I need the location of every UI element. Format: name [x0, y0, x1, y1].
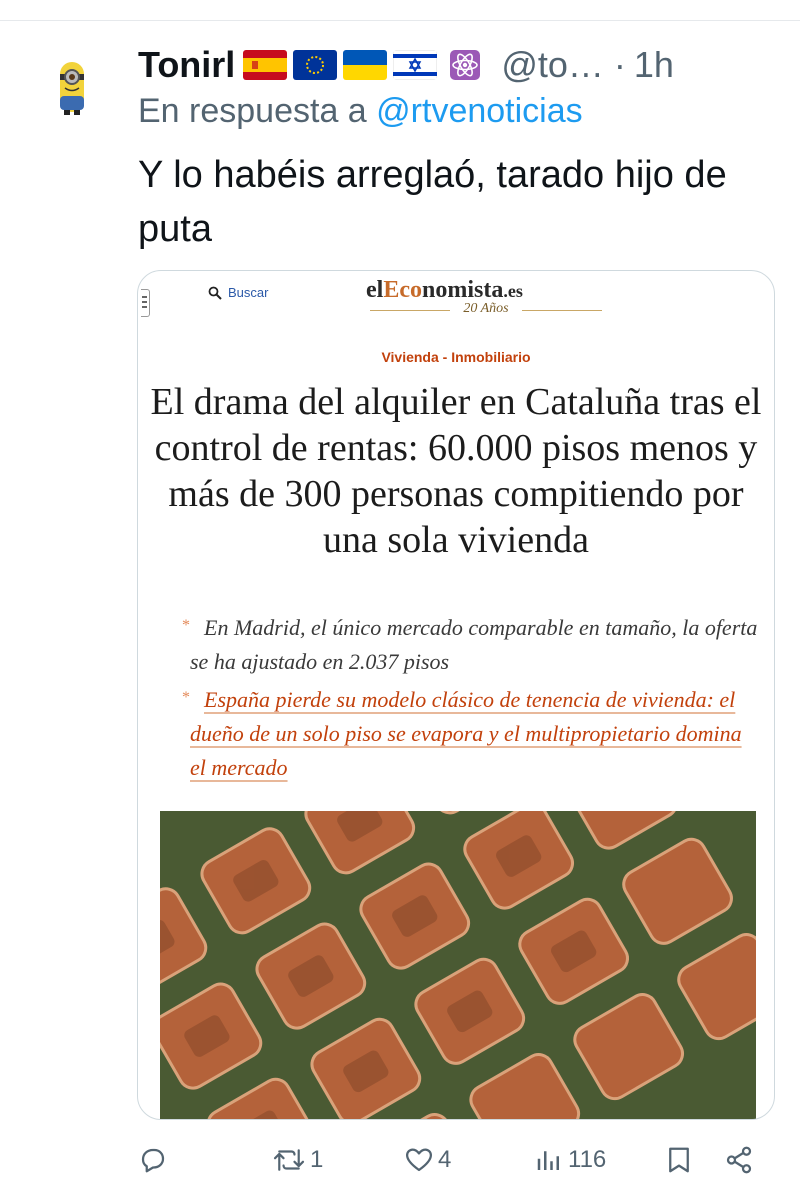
search-label: Buscar [228, 285, 269, 300]
attached-image-card[interactable] [137, 270, 775, 1120]
reply-prefix: En respuesta a [138, 92, 367, 130]
atom-icon [443, 50, 487, 80]
like-count: 4 [438, 1146, 452, 1173]
city-blocks-image [160, 811, 756, 1119]
like-button[interactable] [404, 1136, 451, 1184]
timestamp[interactable]: 1h [633, 44, 674, 85]
display-name[interactable]: Tonirl [138, 44, 236, 85]
article-headline: El drama del alquiler en Cataluña tras el control de rentas: 60.000 pisos menos y más de 300 personas compitiendo por una sola vivienda [150, 381, 762, 561]
bullet-marker: * [182, 617, 190, 634]
bullet-marker: * [182, 689, 190, 706]
user-handle[interactable]: @to… [501, 44, 604, 85]
logo-accent: Eco [383, 277, 422, 303]
retweet-icon [272, 1145, 306, 1175]
bookmark-icon [664, 1145, 694, 1175]
logo-suffix: nomista [422, 277, 504, 303]
anniversary-label: 20 Años [366, 301, 606, 317]
avatar[interactable] [40, 56, 104, 120]
spain-flag-icon [243, 50, 287, 80]
tweet-header [138, 40, 778, 90]
search-field [208, 285, 268, 300]
reply-context [138, 92, 583, 131]
menu-icon [141, 289, 150, 317]
bullet-text: España pierde su modelo clásico de tenencia de vivienda: el dueño de un solo piso se evapora y el multipropietario domina el mercado [190, 687, 742, 780]
bullet-item-link [182, 683, 758, 785]
article-bullets [182, 611, 758, 789]
views-count: 116 [568, 1146, 607, 1173]
reply-mention-link[interactable]: @rtvenoticias [376, 92, 583, 130]
retweet-count: 1 [310, 1146, 324, 1173]
site-logo [366, 277, 523, 304]
bookmark-button[interactable] [664, 1136, 694, 1184]
share-button[interactable] [724, 1136, 754, 1184]
israel-flag-icon [393, 50, 437, 80]
tweet-actions [0, 1136, 800, 1184]
heart-icon [404, 1145, 434, 1175]
views-button[interactable] [534, 1136, 606, 1184]
bullet-text: En Madrid, el único mercado comparable en tamaño, la oferta se ha ajustado en 2.037 pisos [190, 615, 758, 674]
share-icon [724, 1145, 754, 1175]
bullet-item [182, 611, 758, 679]
logo-prefix: el [366, 277, 384, 303]
minion-avatar-icon [40, 56, 104, 120]
retweet-button[interactable] [272, 1136, 323, 1184]
aerial-city-photo [160, 811, 756, 1119]
reply-icon [138, 1145, 168, 1175]
flag-emojis [243, 50, 487, 80]
article-screenshot [138, 271, 774, 1119]
views-chart-icon [534, 1145, 564, 1175]
separator-dot: · [613, 44, 626, 85]
section-label: Vivienda - Inmobiliario [381, 349, 531, 365]
logo-domain: .es [503, 281, 523, 301]
search-icon [208, 286, 222, 300]
tweet-text: Y lo habéis arreglaó, tarado hijo de puta [138, 154, 727, 250]
top-divider [0, 20, 800, 21]
eu-flag-icon [293, 50, 337, 80]
reply-button[interactable] [138, 1136, 172, 1184]
ukraine-flag-icon [343, 50, 387, 80]
